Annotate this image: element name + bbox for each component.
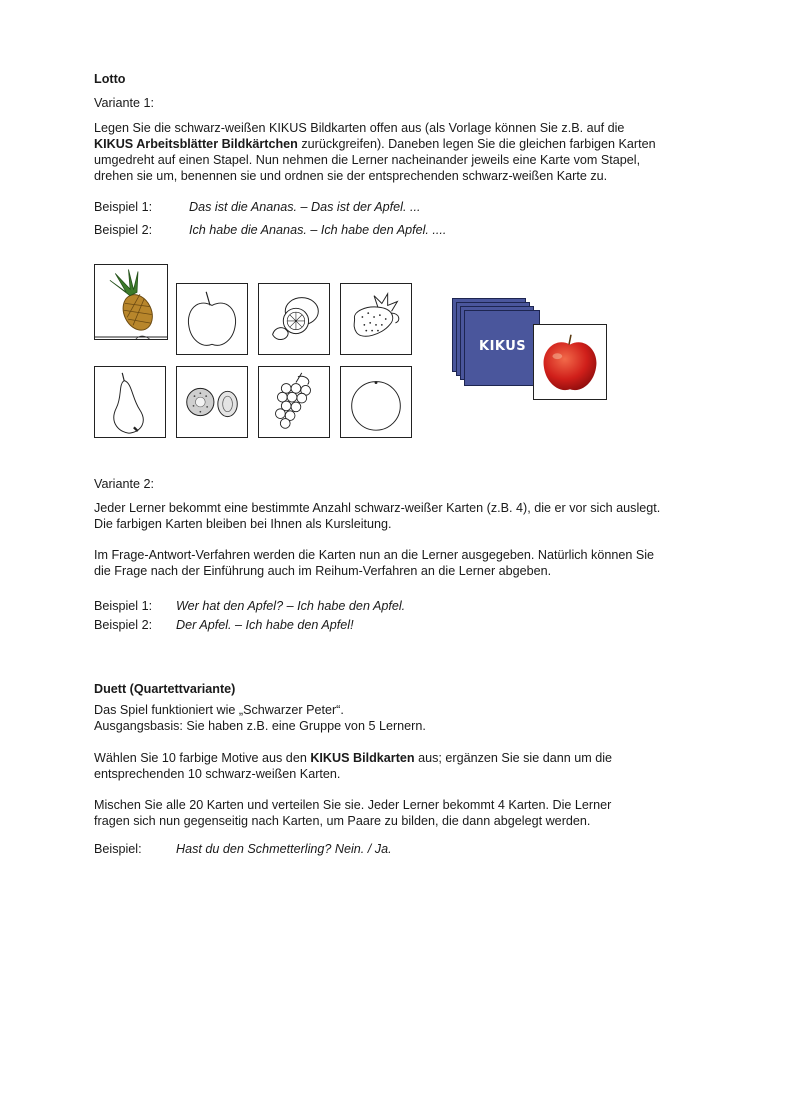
duett-example-label: Beispiel:: [94, 842, 142, 856]
duett-para1-pre: Wählen Sie 10 farbige Motive aus den: [94, 751, 311, 765]
example2-text: Ich habe die Ananas. – Ich habe den Apfel. ....: [189, 223, 447, 237]
duett-para1-post: aus; ergänzen Sie sie dann um die: [414, 751, 613, 765]
kikus-arbeitsblaetter-ref: KIKUS Arbeitsblätter Bildkärtchen: [94, 137, 298, 151]
example3-text: Wer hat den Apfel? – Ich habe den Apfel.: [176, 599, 406, 613]
example2-label: Beispiel 2:: [94, 223, 153, 237]
card-grapes: [258, 366, 330, 438]
lotto-para2-line2: Die farbigen Karten bleiben bei Ihnen als Kursleitung.: [94, 517, 392, 531]
card-strawberry: [340, 283, 412, 355]
variant1-label: Variante 1:: [94, 96, 154, 110]
card-kiwi: [176, 366, 248, 438]
duett-heading: Duett (Quartettvariante): [94, 682, 236, 696]
duett-intro-line2: Ausgangsbasis: Sie haben z.B. eine Gruppe von 5 Lernern.: [94, 719, 426, 733]
duett-para2-line2: fragen sich nun gegenseitig nach Karten, um Paare zu bilden, die dann abgelegt werden.: [94, 814, 591, 828]
card-orange: [340, 366, 412, 438]
lotto-para3-line1: Im Frage-Antwort-Verfahren werden die Karten nun an die Lerner ausgegeben. Natürlich können Sie: [94, 548, 655, 562]
example4-text: Der Apfel. – Ich habe den Apfel!: [176, 618, 354, 632]
example4-label: Beispiel 2:: [94, 618, 153, 632]
lotto-heading: Lotto: [94, 72, 126, 86]
lemon-icon: [259, 284, 329, 354]
lotto-para1-line1: Legen Sie die schwarz-weißen KIKUS Bildkarten offen aus (als Vorlage können Sie z.B. auf die: [94, 121, 625, 135]
duett-intro-line1: Das Spiel funktioniert wie „Schwarzer Peter“.: [94, 703, 344, 717]
card-pear: [94, 366, 166, 438]
card-lemon: [258, 283, 330, 355]
card-color-apple: [533, 324, 607, 400]
card-pineapple: [94, 264, 168, 340]
apple-outline-icon: [177, 284, 247, 354]
example1-text: Das ist die Ananas. – Das ist der Apfel. ...: [189, 200, 421, 214]
lotto-para1-line3: umgedreht auf einen Stapel. Nun nehmen die Lerner nacheinander jeweils eine Karte vom Stapel,: [94, 153, 641, 167]
kikus-bildkarten-ref: KIKUS Bildkarten: [310, 751, 415, 765]
orange-icon: [341, 367, 411, 437]
example3-label: Beispiel 1:: [94, 599, 153, 613]
pineapple-icon: [95, 265, 167, 339]
lotto-para1-line2: [94, 136, 656, 153]
duett-para1-line2: entsprechenden 10 schwarz-weißen Karten.: [94, 767, 341, 781]
lotto-para1-line4: drehen sie um, benennen sie und ordnen sie der entsprechenden schwarz-weißen Karte zu.: [94, 169, 608, 183]
duett-example-text: Hast du den Schmetterling? Nein. / Ja.: [176, 842, 392, 856]
example1-label: Beispiel 1:: [94, 200, 153, 214]
strawberry-icon: [341, 284, 411, 354]
pear-icon: [95, 367, 165, 437]
variant2-label: Variante 2:: [94, 477, 154, 491]
duett-para1-line1: [94, 750, 612, 767]
card-apple: [176, 283, 248, 355]
kikus-stack-top: [464, 310, 540, 386]
lotto-para3-line2: die Frage nach der Einführung auch im Reihum-Verfahren an die Lerner abgeben.: [94, 564, 552, 578]
kiwi-icon: [177, 367, 247, 437]
kikus-stack-label: KIKUS: [479, 339, 527, 354]
lotto-para1-line2-rest: zurückgreifen). Daneben legen Sie die gleichen farbigen Karten: [297, 137, 656, 151]
red-apple-icon: [534, 325, 606, 399]
lotto-para2-line1: Jeder Lerner bekommt eine bestimmte Anzahl schwarz-weißer Karten (z.B. 4), die er vor sich auslegt.: [94, 501, 661, 515]
duett-para2-line1: Mischen Sie alle 20 Karten und verteilen Sie sie. Jeder Lerner bekommt 4 Karten. Die Lerner: [94, 798, 612, 812]
grapes-icon: [259, 367, 329, 437]
